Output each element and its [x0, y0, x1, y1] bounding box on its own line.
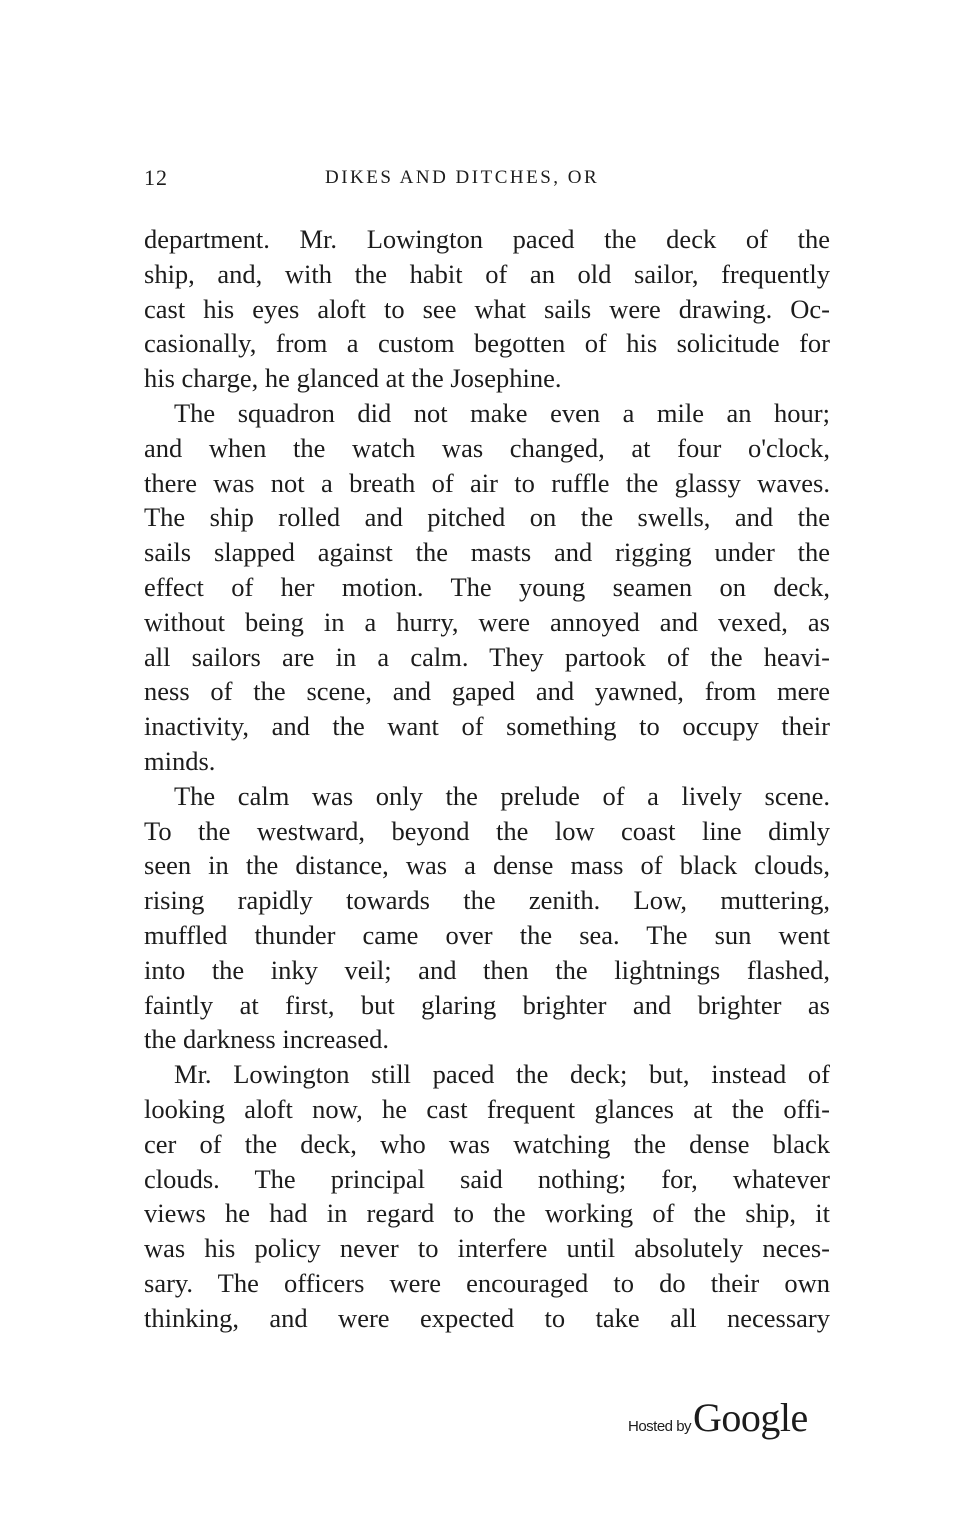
- text-line: without being in a hurry, were annoyed and vexed, as: [144, 606, 830, 637]
- text-line: sary. The officers were encouraged to do their own: [144, 1267, 830, 1298]
- text-line: muffled thunder came over the sea. The sun went: [144, 919, 830, 950]
- page-number: 12: [144, 165, 168, 190]
- text-line: The ship rolled and pitched on the swells, and the: [144, 502, 830, 533]
- running-title: DIKES AND DITCHES, OR: [325, 167, 600, 188]
- hosted-by-label: Hosted by: [628, 1418, 692, 1435]
- text-line: To the westward, beyond the low coast line dimly: [144, 815, 830, 846]
- text-line: ness of the scene, and gaped and yawned, from mere: [144, 676, 830, 707]
- hosted-by-google-watermark: [628, 1394, 808, 1441]
- text-line: The squadron did not make even a mile an hour;: [174, 397, 830, 428]
- text-line: views he had in regard to the working of the ship, it: [144, 1198, 830, 1229]
- text-line: seen in the distance, was a dense mass of black clouds,: [144, 850, 830, 881]
- text-line: casionally, from a custom begotten of his solicitude for: [144, 328, 830, 359]
- text-line: department. Mr. Lowington paced the deck of the: [144, 224, 830, 254]
- text-line: his charge, he glanced at the Josephine.: [144, 363, 562, 394]
- text-line: all sailors are in a calm. They partook of the heavi-: [144, 641, 830, 672]
- google-logo: Google: [693, 1395, 808, 1440]
- text-line: cast his eyes aloft to see what sails were drawing. Oc-: [144, 293, 830, 324]
- paragraph-4: [144, 1057, 830, 1335]
- text-line: rising rapidly towards the zenith. Low, muttering,: [144, 885, 830, 916]
- text-line: looking aloft now, he cast frequent glances at the offi-: [144, 1093, 830, 1124]
- text-line: minds.: [144, 745, 216, 776]
- text-line: ship, and, with the habit of an old sailor, frequently: [144, 258, 830, 289]
- body-text: [144, 222, 830, 1336]
- text-line: there was not a breath of air to ruffle the glassy waves.: [144, 467, 830, 498]
- paragraph-2: [144, 396, 830, 779]
- text-line: cer of the deck, who was watching the dense black: [144, 1128, 830, 1159]
- text-line: sails slapped against the masts and rigging under the: [144, 537, 830, 568]
- paragraph-3: [144, 779, 830, 1057]
- text-line: inactivity, and the want of something to occupy their: [144, 711, 830, 742]
- text-line: the darkness increased.: [144, 1024, 390, 1055]
- paragraph-1: [144, 222, 830, 396]
- text-line: The calm was only the prelude of a lively scene.: [174, 780, 830, 811]
- text-line: clouds. The principal said nothing; for, whatever: [144, 1163, 830, 1194]
- text-line: was his policy never to interfere until absolutely neces-: [144, 1233, 830, 1264]
- text-line: into the inky veil; and then the lightnings flashed,: [144, 954, 830, 985]
- text-line: and when the watch was changed, at four o'clock,: [144, 432, 830, 463]
- text-line: Mr. Lowington still paced the deck; but, instead of: [174, 1059, 830, 1090]
- text-line: thinking, and were expected to take all necessary: [144, 1302, 830, 1333]
- text-line: faintly at first, but glaring brighter and brighter as: [144, 989, 830, 1020]
- text-line: effect of her motion. The young seamen on deck,: [144, 571, 830, 602]
